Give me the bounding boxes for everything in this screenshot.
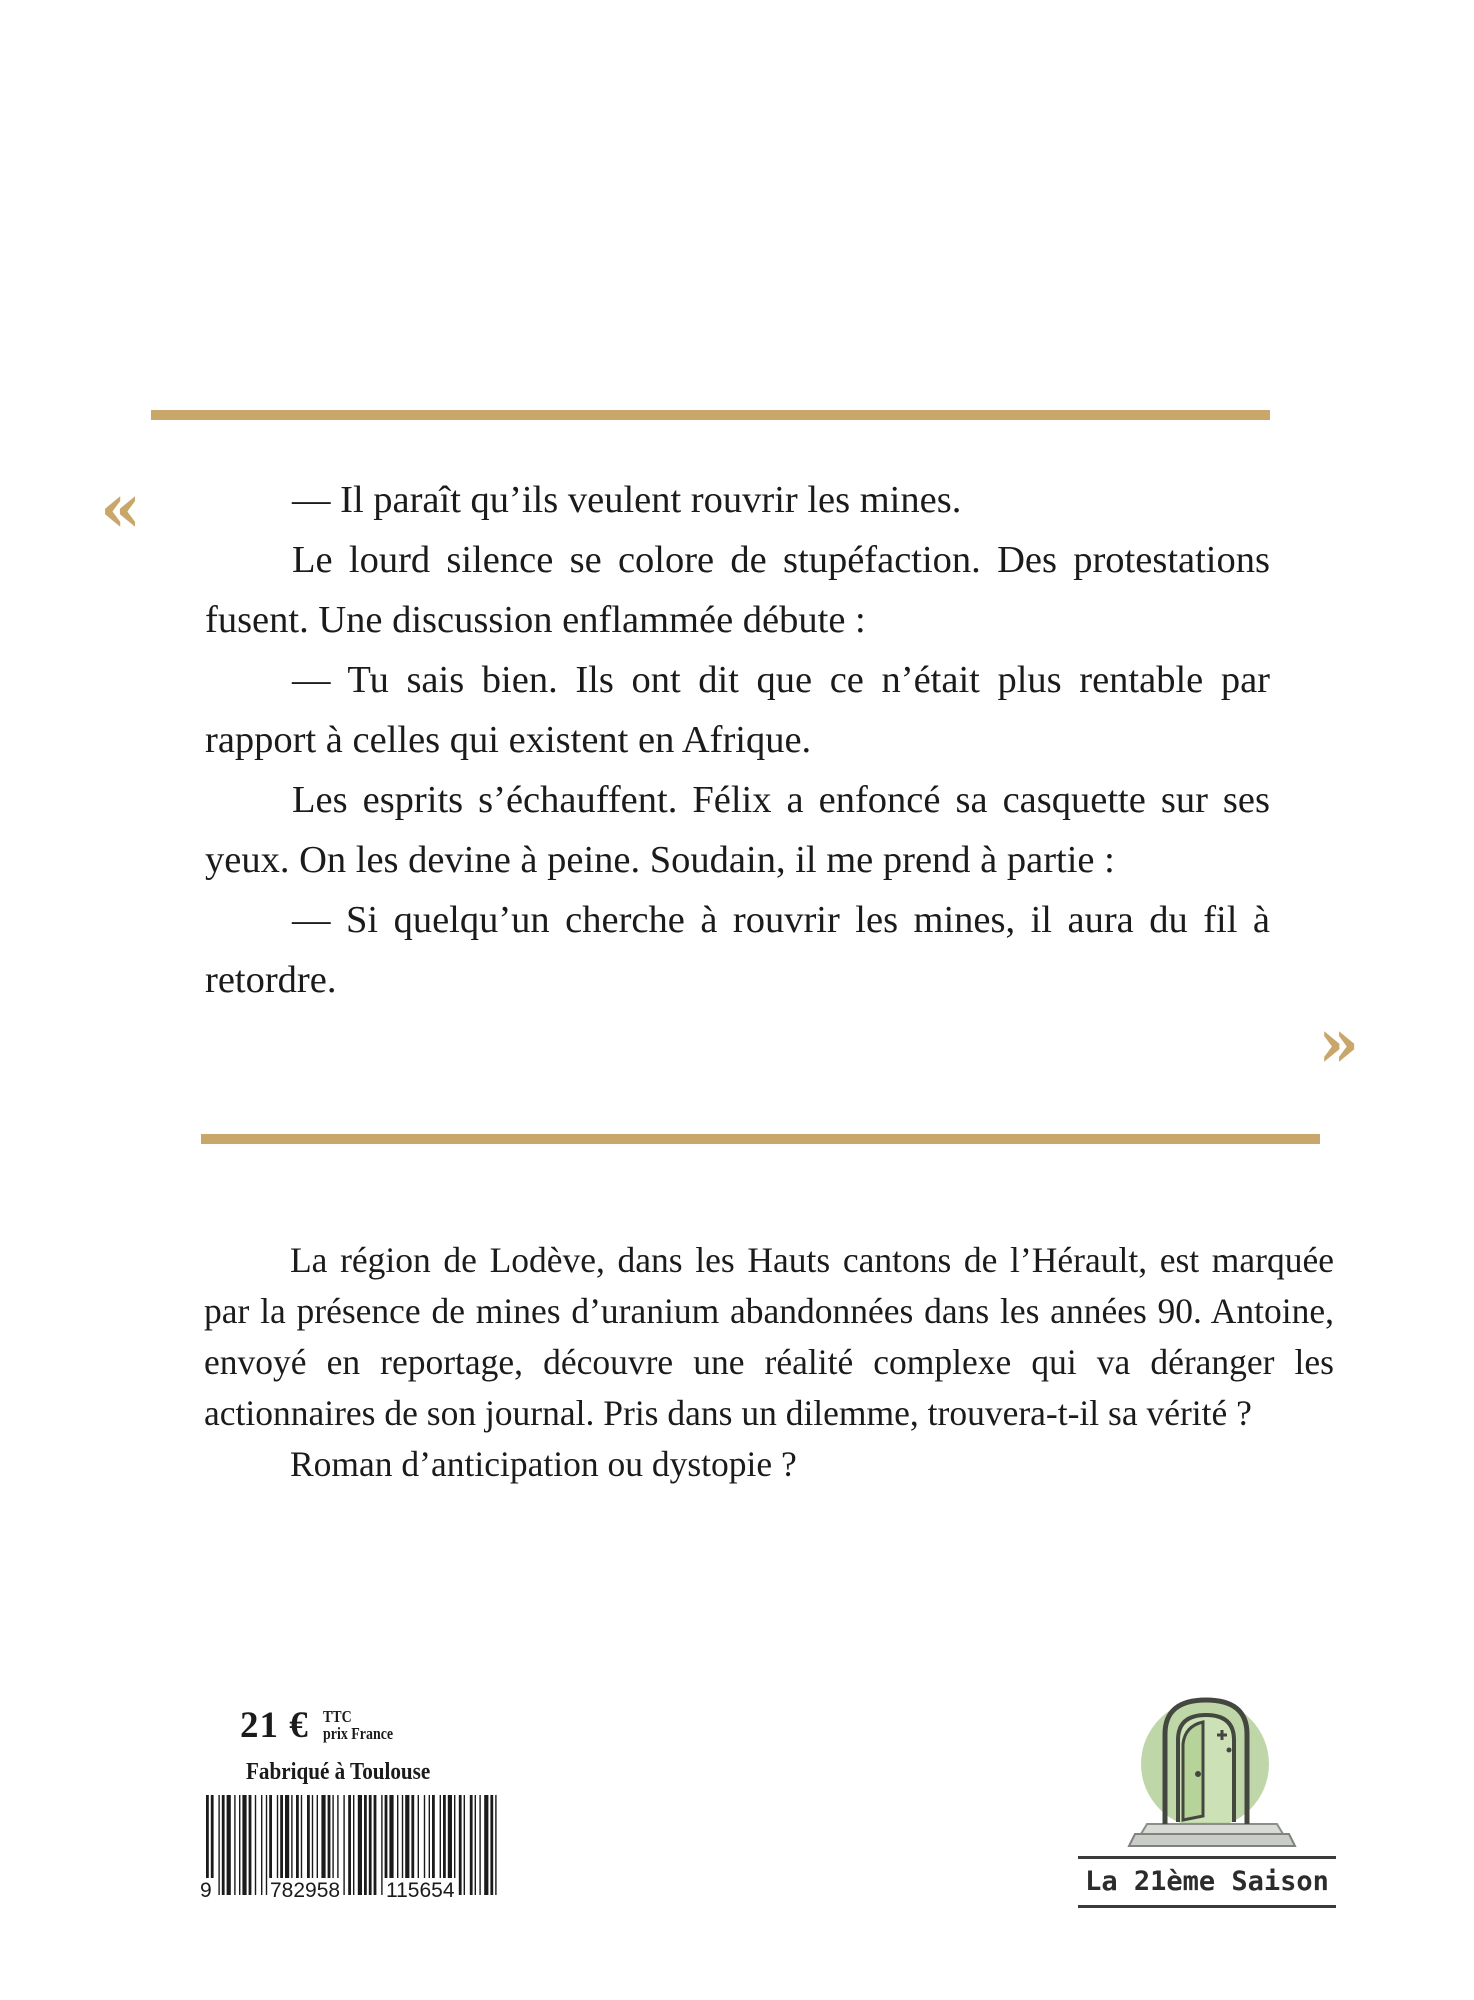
blurb-paragraph: La région de Lodève, dans les Hauts cantons de l’Hérault, est marquée par la présence de mines d’uranium abandonnées dans les années 90. Antoine, envoyé en reportage, découvre une réalité complexe qui va déranger les actionnaires de son journal. Pris dans un dilemme, trouvera-t-il sa vérité ? xyxy=(204,1240,1334,1433)
barcode-bar xyxy=(343,1795,344,1895)
barcode-bar xyxy=(239,1795,240,1895)
blurb-paragraph: Roman d’anticipation ou dystopie ? xyxy=(290,1444,797,1484)
barcode-bar xyxy=(495,1795,496,1895)
barcode-digits: 782958 xyxy=(270,1879,341,1902)
barcode-bar xyxy=(222,1795,225,1895)
bottom-rule xyxy=(201,1134,1320,1144)
barcode-bar xyxy=(369,1795,372,1895)
ttc-label: TTC xyxy=(322,1707,352,1726)
publisher-name: La 21ème Saison xyxy=(1085,1866,1329,1897)
back-cover-blurb xyxy=(204,1235,1334,1490)
excerpt-paragraph: Les esprits s’échauffent. Félix a enfoncé sa casquette sur ses yeux. On les devine à peine. Soudain, il me prend à partie : xyxy=(205,779,1270,881)
barcode-bar xyxy=(234,1795,235,1895)
excerpt-paragraph: — Il paraît qu’ils veulent rouvrir les mines. xyxy=(292,479,962,521)
barcode-bar xyxy=(353,1795,354,1895)
opening-quote-mark: « xyxy=(100,469,142,547)
price-region: prix France xyxy=(322,1724,393,1743)
barcode-bar xyxy=(479,1795,480,1895)
barcode-bar xyxy=(459,1795,462,1895)
excerpt xyxy=(205,470,1270,1010)
barcode-bar xyxy=(475,1795,476,1895)
barcode-digits: 115654 xyxy=(386,1879,455,1902)
price: 21 € xyxy=(240,1705,309,1746)
barcode-bar xyxy=(249,1795,252,1895)
barcode-bar xyxy=(484,1795,488,1895)
publisher-door-logo xyxy=(1105,1682,1315,1857)
publisher-bottom-rule xyxy=(1078,1905,1336,1908)
price-note xyxy=(323,1708,393,1742)
barcode-bar xyxy=(490,1795,493,1895)
excerpt-paragraph: — Si quelqu’un cherche à rouvrir les mines, il aura du fil à retordre. xyxy=(205,899,1270,1001)
barcode-bar xyxy=(227,1795,231,1895)
barcode-bar xyxy=(464,1795,465,1895)
barcode-bar xyxy=(261,1795,262,1895)
excerpt-paragraph: — Tu sais bien. Ils ont dit que ce n’était plus rentable par rapport à celles qui existent en Afrique. xyxy=(205,659,1270,761)
top-rule xyxy=(151,410,1270,420)
barcode-bar xyxy=(381,1795,382,1895)
barcode-bar xyxy=(266,1795,267,1895)
barcode-bar xyxy=(218,1795,219,1895)
barcode-bar xyxy=(374,1795,377,1895)
excerpt-paragraph: Le lourd silence se colore de stupéfaction. Des protestations fusent. Une discussion enflammée débute : xyxy=(205,539,1270,641)
barcode-bar xyxy=(348,1795,351,1895)
barcode-bar xyxy=(364,1795,367,1895)
made-in-label: Fabriqué à Toulouse xyxy=(246,1759,431,1785)
price-block xyxy=(240,1700,408,1752)
publisher-top-rule xyxy=(1078,1856,1336,1859)
barcode-digits: 9 xyxy=(200,1879,212,1902)
barcode-bar xyxy=(358,1795,362,1895)
barcode-bar xyxy=(255,1795,256,1895)
barcode-bar xyxy=(470,1795,473,1895)
isbn-barcode xyxy=(200,1795,502,1903)
barcode-bar xyxy=(242,1795,246,1895)
closing-quote-mark: » xyxy=(1318,1004,1360,1082)
